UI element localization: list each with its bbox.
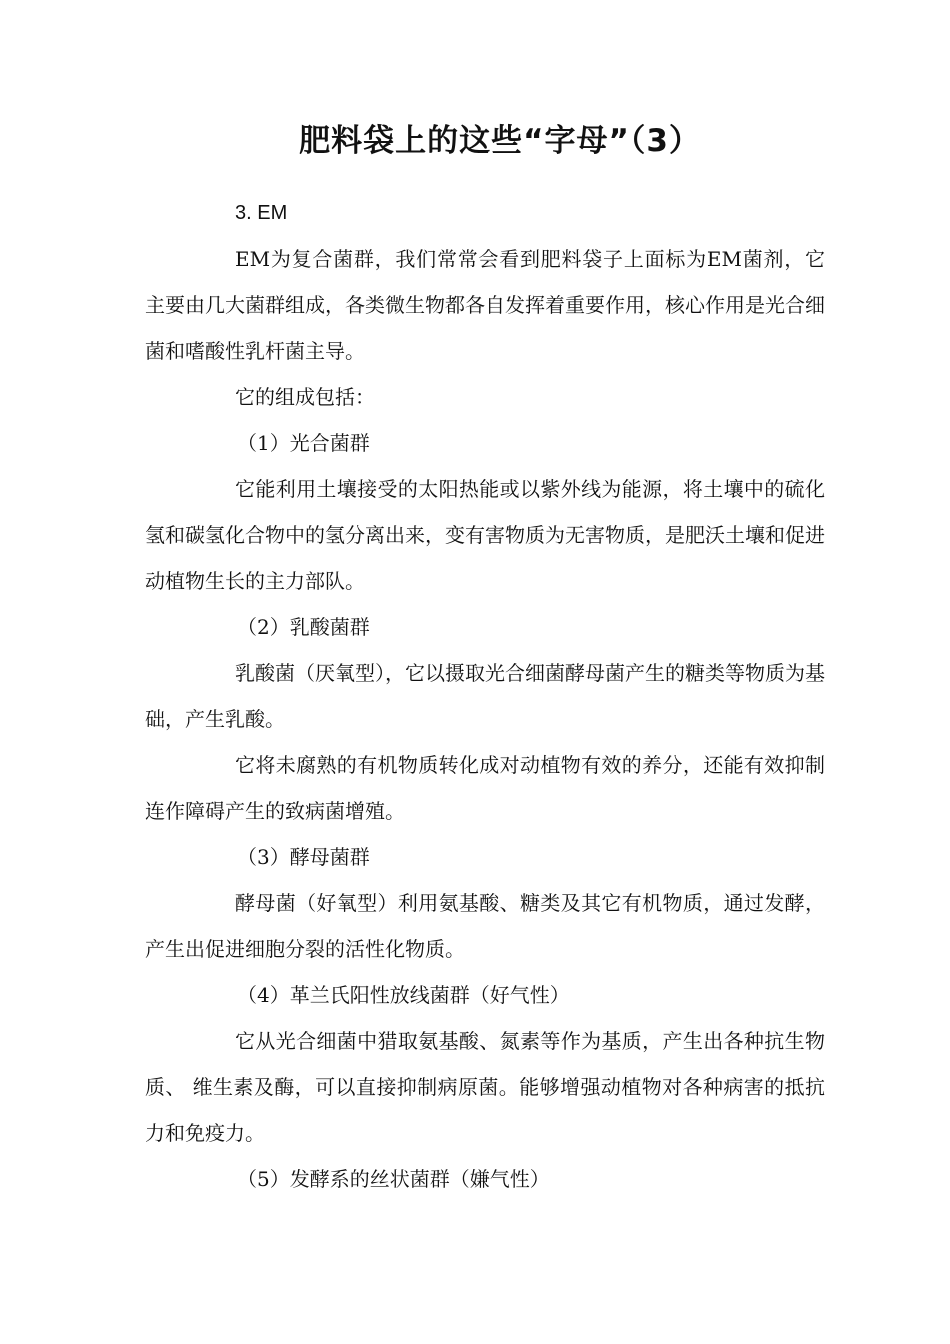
- paragraph-yeast: 酵母菌（好氧型）利用氨基酸、糖类及其它有机物质，通过发酵，产生出促进细胞分裂的活性化物质。: [145, 891, 825, 961]
- paragraph-photosynthetic-bacteria: 它能利用土壤接受的太阳热能或以紫外线为能源，将土壤中的硫化氢和碳氢化合物中的氢分离出来，变有害物质为无害物质，是肥沃土壤和促进动植物生长的主力部队。: [145, 477, 825, 593]
- subheading-lactic-acid-bacteria: （2）乳酸菌群: [237, 615, 370, 639]
- document-title: 肥料袋上的这些“字母”（3）: [299, 123, 701, 159]
- subheading-yeast: （3）酵母菌群: [237, 845, 370, 869]
- subheading-actinomycetes: （4）革兰氏阳性放线菌群（好气性）: [237, 983, 570, 1007]
- paragraph-em-intro: EM为复合菌群，我们常常会看到肥料袋子上面标为EM菌剂，它主要由几大菌群组成，各类微生物都各自发挥着重要作用，核心作用是光合细菌和嗜酸性乳杆菌主导。: [145, 247, 825, 363]
- paragraph-actinomycetes: 它从光合细菌中猎取氨基酸、氮素等作为基质，产生出各种抗生物质、 维生素及酶，可以直接抑制病原菌。能够增强动植物对各种病害的抵抗力和免疫力。: [145, 1029, 825, 1145]
- subheading-filamentous-fungi: （5）发酵系的丝状菌群（嫌气性）: [237, 1167, 550, 1191]
- paragraph-composition-intro: 它的组成包括：: [235, 385, 375, 409]
- document-body: [145, 190, 825, 1202]
- paragraph-lactic-acid-bacteria-2: 它将未腐熟的有机物质转化成对动植物有效的养分，还能有效抑制连作障碍产生的致病菌增殖。: [145, 753, 825, 823]
- paragraph-lactic-acid-bacteria-1: 乳酸菌（厌氧型），它以摄取光合细菌酵母菌产生的糖类等物质为基础，产生乳酸。: [145, 661, 825, 731]
- subheading-photosynthetic-bacteria: （1）光合菌群: [237, 431, 370, 455]
- section-heading-em: 3. EM: [235, 202, 288, 224]
